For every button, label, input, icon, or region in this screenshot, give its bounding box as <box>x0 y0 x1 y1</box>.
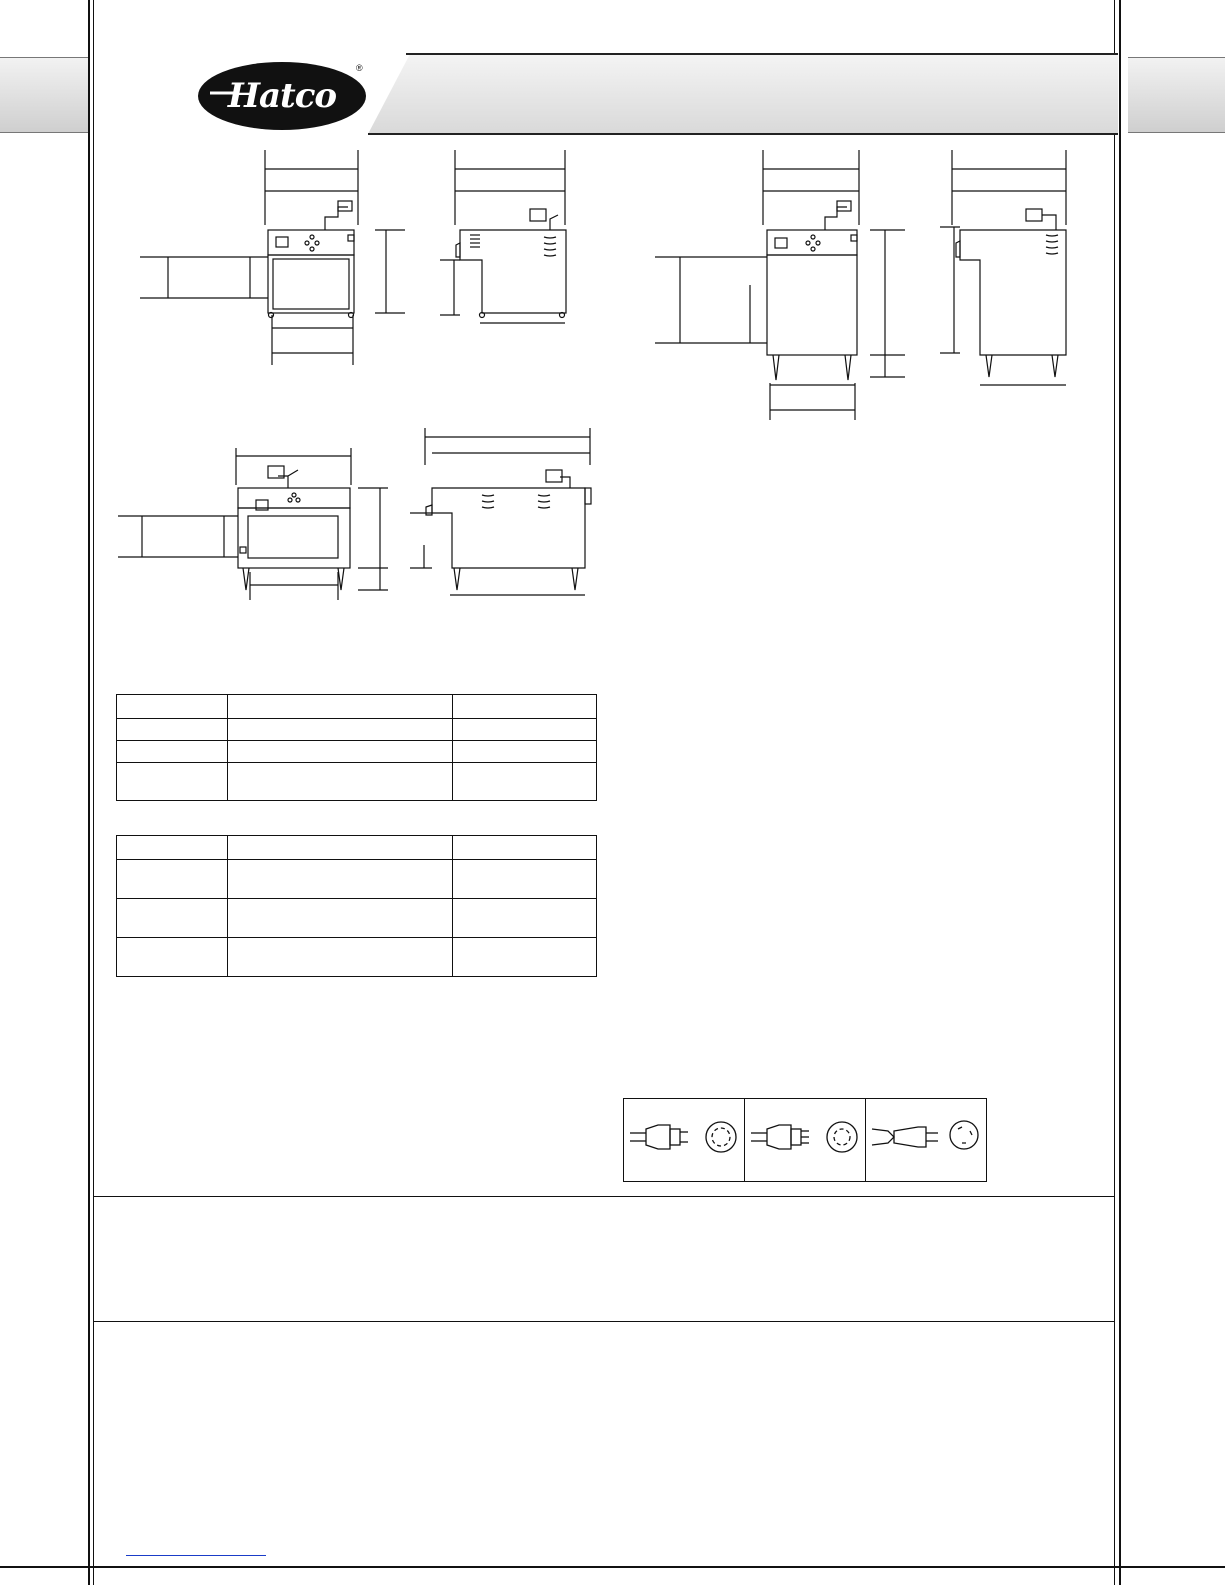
section-divider-2 <box>94 1321 1115 1322</box>
table-row <box>117 763 597 801</box>
spec-table-2 <box>116 835 597 977</box>
table-cell <box>453 938 597 977</box>
table-row <box>117 860 597 899</box>
table-cell <box>117 938 228 977</box>
table-row <box>117 899 597 938</box>
table-cell <box>117 836 228 860</box>
table-cell <box>117 763 228 801</box>
svg-text:Hatco: Hatco <box>227 76 337 116</box>
left-border-inner <box>93 0 94 1585</box>
header-rule-bottom <box>368 133 1118 135</box>
table-cell <box>228 763 453 801</box>
table-cell <box>117 695 228 719</box>
plug-cell-3 <box>866 1099 986 1181</box>
plug-cell-1 <box>624 1099 745 1181</box>
right-border-outer <box>1119 0 1121 1585</box>
table-cell <box>453 695 597 719</box>
table-cell <box>117 860 228 899</box>
table-cell <box>228 860 453 899</box>
locking-plug-icon <box>745 1099 863 1179</box>
section-divider-1 <box>94 1196 1115 1197</box>
table-cell <box>453 860 597 899</box>
footer-link-underline[interactable] <box>126 1555 266 1556</box>
hatco-logo <box>196 57 371 132</box>
table-cell <box>453 719 597 741</box>
table-row <box>117 741 597 763</box>
drawing-front-wide <box>118 440 408 605</box>
locking-plug-icon <box>624 1099 742 1179</box>
table-cell <box>228 719 453 741</box>
table-cell <box>117 741 228 763</box>
drawing-side-wide <box>410 425 600 605</box>
table-row <box>117 719 597 741</box>
table-cell <box>228 899 453 938</box>
plug-cell-2 <box>745 1099 866 1181</box>
header-band <box>368 54 1118 134</box>
table-row <box>117 938 597 977</box>
drawing-side-tall <box>930 145 1080 400</box>
left-border <box>88 0 90 1585</box>
straight-blade-plug-icon <box>866 1099 984 1179</box>
drawing-front-tall <box>655 145 915 425</box>
left-side-tab <box>0 57 88 133</box>
table-cell <box>117 719 228 741</box>
table-cell <box>453 899 597 938</box>
header-rule-top <box>406 53 1118 55</box>
right-border <box>1114 0 1115 1585</box>
table-cell <box>228 741 453 763</box>
table-cell <box>228 938 453 977</box>
drawing-front-small <box>140 145 420 370</box>
table-cell <box>117 899 228 938</box>
table-cell <box>228 836 453 860</box>
table-row <box>117 695 597 719</box>
right-side-tab <box>1128 57 1225 133</box>
spec-table-1 <box>116 694 597 801</box>
table-row <box>117 836 597 860</box>
table-cell <box>453 741 597 763</box>
table-cell <box>228 695 453 719</box>
plug-configurations <box>623 1098 987 1182</box>
table-cell <box>453 763 597 801</box>
bottom-rule <box>0 1566 1225 1568</box>
registered-mark: ® <box>356 63 363 73</box>
table-cell <box>453 836 597 860</box>
drawing-side-small <box>430 145 590 345</box>
